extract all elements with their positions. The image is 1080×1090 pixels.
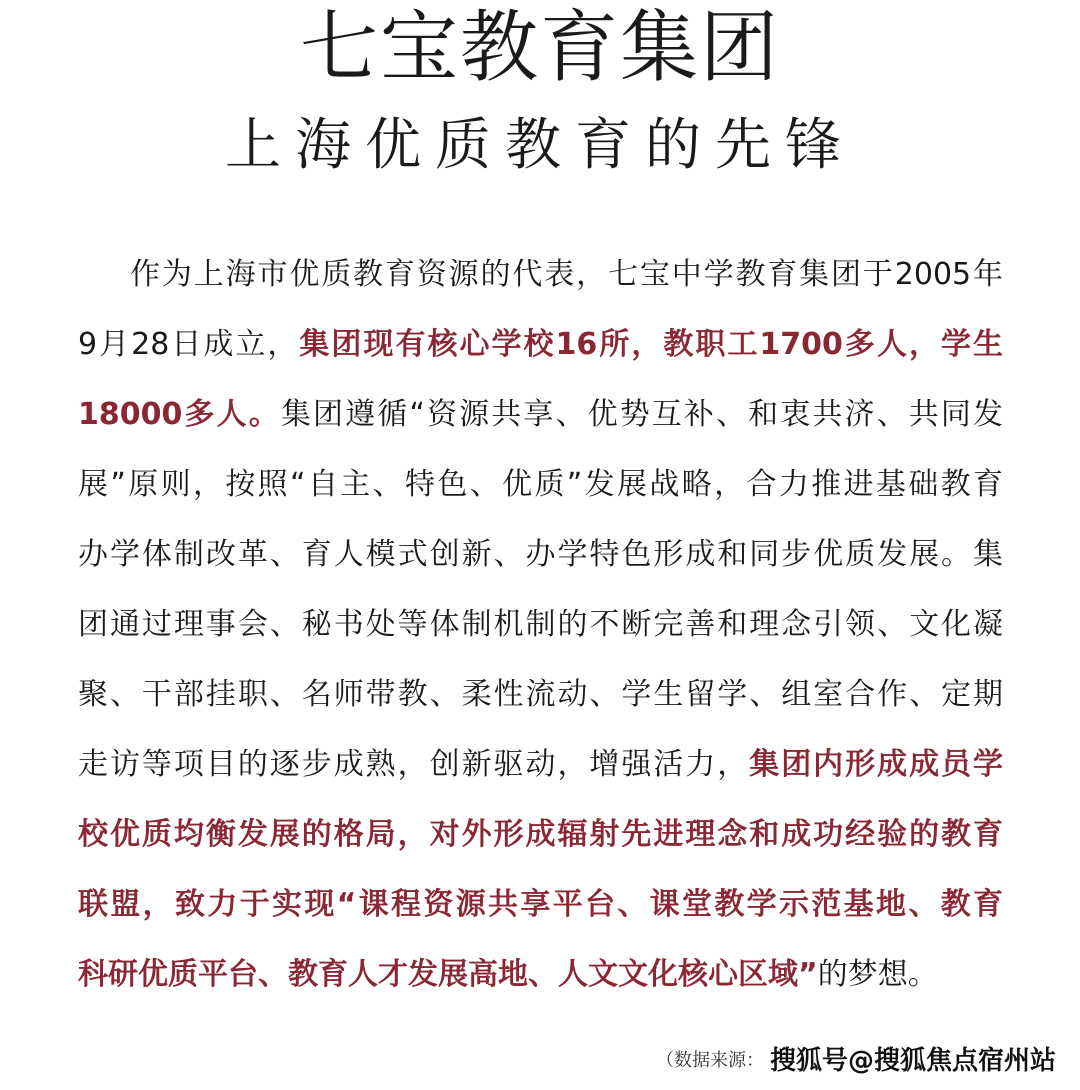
page-title: 七宝教育集团: [299, 3, 780, 93]
article-body: [78, 240, 1003, 1010]
paragraph-line: [78, 870, 1003, 940]
body-text: 办学体制改革、育人模式创新、办学特色形成和同步优质发展。集: [78, 537, 1003, 572]
body-text: 9月28日成立，: [78, 327, 300, 362]
paragraph-line: [78, 450, 1003, 520]
footer: [656, 1040, 1056, 1077]
data-source-note: （数据来源：: [655, 1049, 764, 1071]
body-text: 展”原则，按照“自主、特色、优质”发展战略，合力推进基础教育: [78, 467, 1003, 502]
body-text: 的梦想。: [817, 957, 938, 992]
page-subtitle: 上海优质教育的先锋: [225, 113, 855, 178]
paragraph-line: [78, 520, 1003, 590]
paragraph-line: [78, 240, 1003, 310]
body-text: 作为上海市优质教育资源的代表，七宝中学教育集团于2005年: [130, 257, 1003, 292]
paragraph-line: [78, 380, 1003, 450]
highlighted-text: 联盟，致力于实现“课程资源共享平台、课堂教学示范基地、教育: [78, 887, 1003, 922]
paragraph-line: [78, 940, 1003, 1010]
body-text: 集团遵循“资源共享、优势互补、和衷共济、共同发: [280, 397, 1003, 432]
watermark: 搜狐号@搜狐焦点宿州站: [769, 1046, 1056, 1076]
body-text: 团通过理事会、秘书处等体制机制的不断完善和理念引领、文化凝: [78, 607, 1003, 642]
highlighted-text: 18000多人。: [78, 397, 281, 432]
paragraph-line: [78, 310, 1003, 380]
paragraph-line: [78, 800, 1003, 870]
paragraph-line: [78, 590, 1003, 660]
body-text: 聚、干部挂职、名师带教、柔性流动、学生留学、组室合作、定期: [78, 677, 1003, 712]
highlighted-text: 校优质均衡发展的格局，对外形成辐射先进理念和成功经验的教育: [78, 817, 1003, 852]
highlighted-text: 集团内形成成员学: [749, 747, 1003, 782]
highlighted-text: 集团现有核心学校16所，教职工1700多人，学生: [299, 327, 1004, 362]
highlighted-text: 科研优质平台、教育人才发展高地、人文文化核心区域”: [78, 957, 818, 992]
paragraph-line: [78, 730, 1003, 800]
paragraph-line: [78, 660, 1003, 730]
body-text: 走访等项目的逐步成熟，创新驱动，增强活力，: [78, 747, 750, 782]
